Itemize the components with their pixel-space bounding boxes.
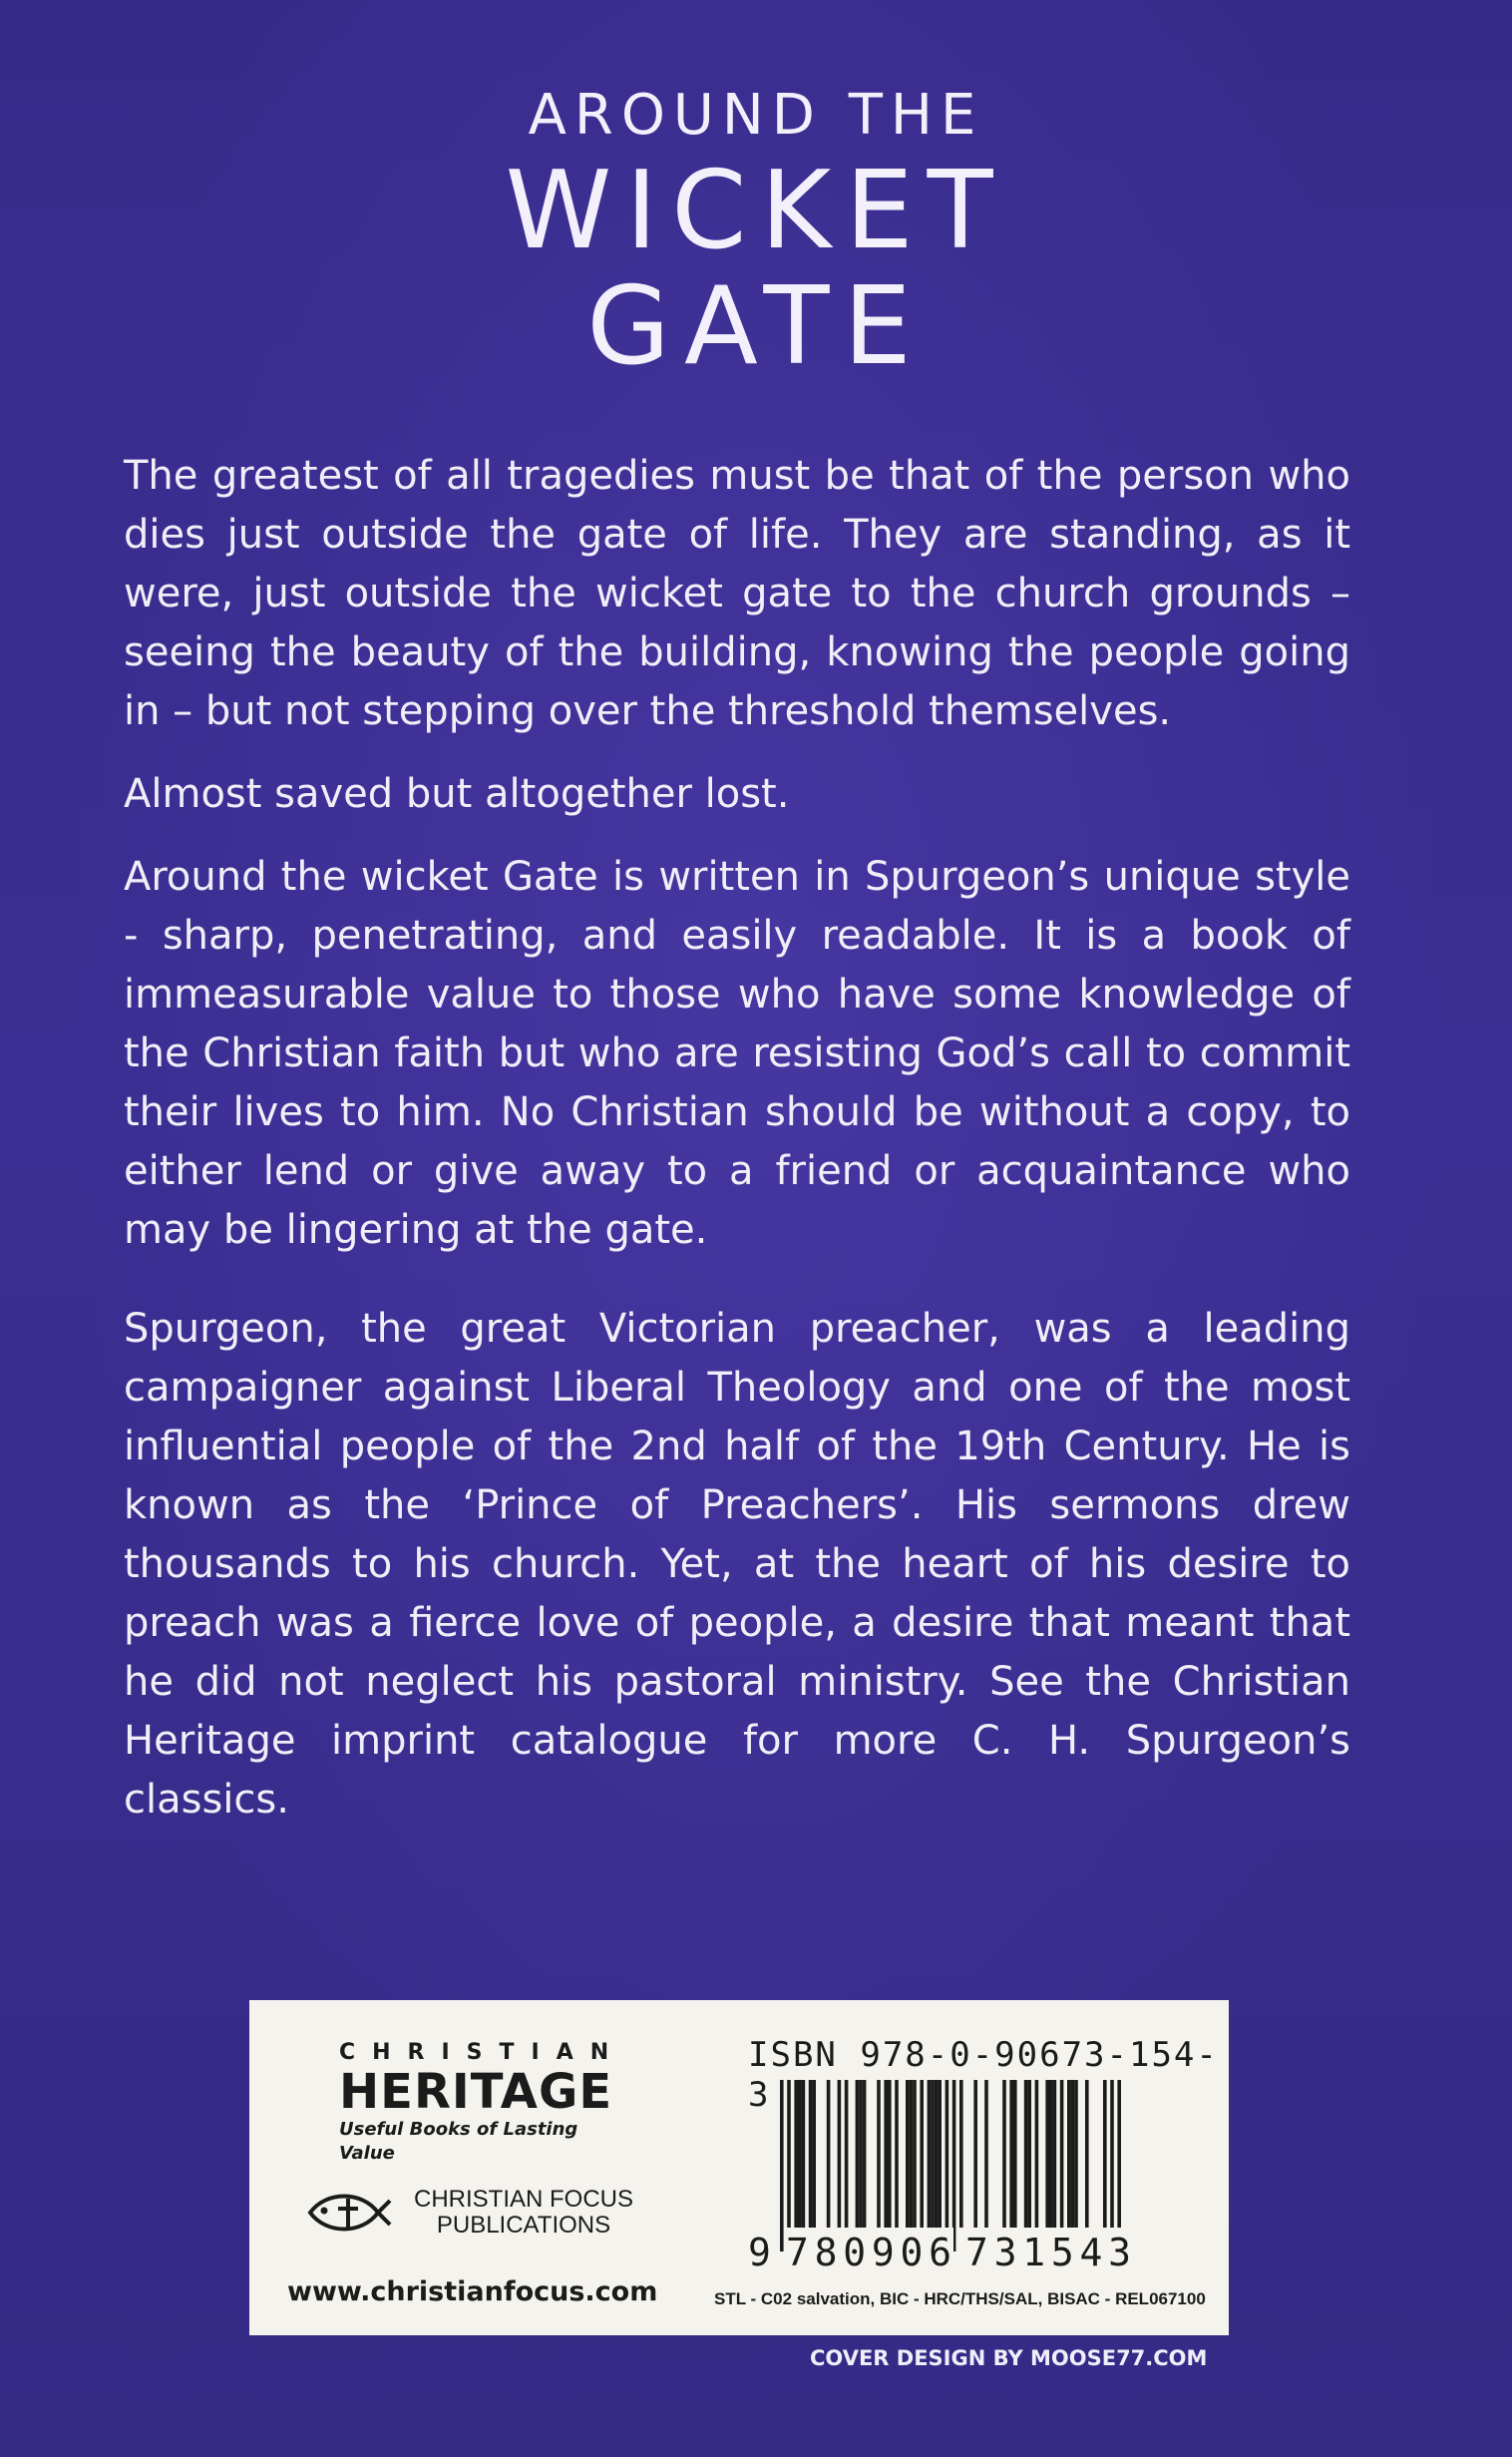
christian-focus-logo xyxy=(304,2185,633,2245)
barcode-bar xyxy=(809,2080,813,2228)
blurb-paragraph-3: Around the wicket Gate is written in Spurgeon’s unique style - sharp, penetrating, and easily readable. It is a book of immeasurable value to those who have some knowledge of the Christian faith but who are resisting God’s call to commit their lives to him. No Christian should be without a copy, to either lend or give away to a friend or acquaintance who may be lingering at the gate. xyxy=(124,854,1350,1253)
blurb-paragraph-2: Almost saved but altogether lost. xyxy=(124,771,790,817)
focus-line-1: CHRISTIAN FOCUS xyxy=(413,2186,633,2213)
barcode-bar xyxy=(1103,2080,1107,2228)
barcode-bar xyxy=(1071,2080,1075,2228)
barcode-bar xyxy=(794,2080,798,2228)
ean-barcode xyxy=(746,2080,1175,2269)
barcode-bar xyxy=(1027,2080,1031,2228)
barcode-bar xyxy=(827,2080,831,2228)
barcode-bar xyxy=(812,2080,816,2228)
christian-heritage-logo xyxy=(339,2040,628,2166)
barcode-bar xyxy=(798,2080,802,2228)
imprint-main-label: HERITAGE xyxy=(339,2064,613,2120)
barcode-bar xyxy=(1009,2080,1013,2228)
barcode-bar xyxy=(888,2080,892,2228)
publisher-website: www.christianfocus.com xyxy=(287,2276,658,2307)
title-line-3: GATE xyxy=(586,264,926,389)
title-line-2: WICKET xyxy=(505,149,1007,273)
barcode-bar xyxy=(1002,2080,1006,2228)
barcode-bar xyxy=(1053,2080,1057,2228)
barcode-bar xyxy=(973,2080,977,2228)
barcode-bar xyxy=(838,2080,842,2228)
barcode-bar xyxy=(1085,2080,1089,2228)
title-line-1: AROUND THE xyxy=(528,83,984,148)
barcode-bar xyxy=(884,2080,888,2228)
publisher-barcode-panel xyxy=(249,2000,1229,2335)
christian-focus-name xyxy=(404,2187,643,2239)
barcode-bar xyxy=(1045,2080,1049,2228)
barcode-bar xyxy=(920,2080,924,2228)
barcode-bar xyxy=(1060,2080,1064,2228)
barcode-bars xyxy=(780,2080,1121,2252)
barcode-bar xyxy=(895,2080,899,2228)
blurb xyxy=(124,447,1350,1853)
focus-line-2: PUBLICATIONS xyxy=(436,2212,611,2239)
barcode-bar xyxy=(931,2080,935,2228)
barcode-bar xyxy=(1024,2080,1028,2228)
barcode-left-digits: 780906 xyxy=(786,2231,951,2269)
barcode-bar xyxy=(802,2080,806,2228)
isbn-label: ISBN 978-0-90673-154-3 xyxy=(748,2035,1219,2115)
barcode-bar xyxy=(938,2080,942,2228)
barcode-bar xyxy=(1013,2080,1017,2228)
author-bio-paragraph: Spurgeon, the great Victorian preacher, was a leading campaigner against Liberal Theology and one of the most influential people of the 2nd half of the 19th Century. He is known as the ‘Prince of Preachers’. His sermons drew thousands to his church. Yet, at the heart of his desire to preach was a fierce love of people, a desire that meant that he did not neglect his pastoral ministry. See the Christian Heritage imprint catalogue for more C. H. Spurgeon’s classics. xyxy=(124,1306,1350,1823)
barcode-bar xyxy=(856,2080,860,2228)
barcode-bar xyxy=(863,2080,867,2228)
barcode-bar xyxy=(780,2080,784,2252)
book-title xyxy=(0,80,1512,389)
barcode-bar xyxy=(1074,2080,1078,2228)
barcode-bar xyxy=(959,2080,963,2228)
barcode-bar xyxy=(910,2080,914,2228)
barcode-bar xyxy=(1035,2080,1039,2228)
barcode-bar xyxy=(859,2080,863,2228)
blurb-paragraph-1: The greatest of all tragedies must be that of the person who dies just outside the gate of life. They are standing, as it were, just outside the wicket gate to the church grounds – seeing the beauty of the building, knowing the people going in – but not stepping over the threshold themselves. xyxy=(124,453,1350,734)
barcode-right-digits: 731543 xyxy=(965,2231,1131,2269)
barcode-bar xyxy=(906,2080,910,2228)
imprint-tagline: Useful Books of Lasting Value xyxy=(339,2119,578,2164)
barcode-bar xyxy=(984,2080,988,2228)
cover-design-credit: COVER DESIGN BY MOOSE77.COM xyxy=(810,2346,1208,2370)
barcode-bar xyxy=(845,2080,849,2228)
barcode-bar xyxy=(913,2080,917,2228)
barcode-bar xyxy=(945,2080,949,2252)
fish-icon xyxy=(304,2187,392,2239)
subject-classification: STL - C02 salvation, BIC - HRC/THS/SAL, BISAC - REL067100 xyxy=(714,2289,1206,2308)
barcode-bar xyxy=(877,2080,881,2228)
imprint-top-label: CHRISTIAN xyxy=(339,2040,626,2065)
barcode-first-digit: 9 xyxy=(748,2231,771,2269)
barcode-bar xyxy=(787,2080,791,2252)
barcode-bar xyxy=(1067,2080,1071,2228)
barcode-bar xyxy=(1049,2080,1053,2228)
barcode-bar xyxy=(1117,2080,1121,2252)
barcode-bar xyxy=(928,2080,932,2228)
barcode-bar xyxy=(952,2080,956,2252)
barcode-bar xyxy=(935,2080,939,2228)
barcode-bar xyxy=(1110,2080,1114,2252)
